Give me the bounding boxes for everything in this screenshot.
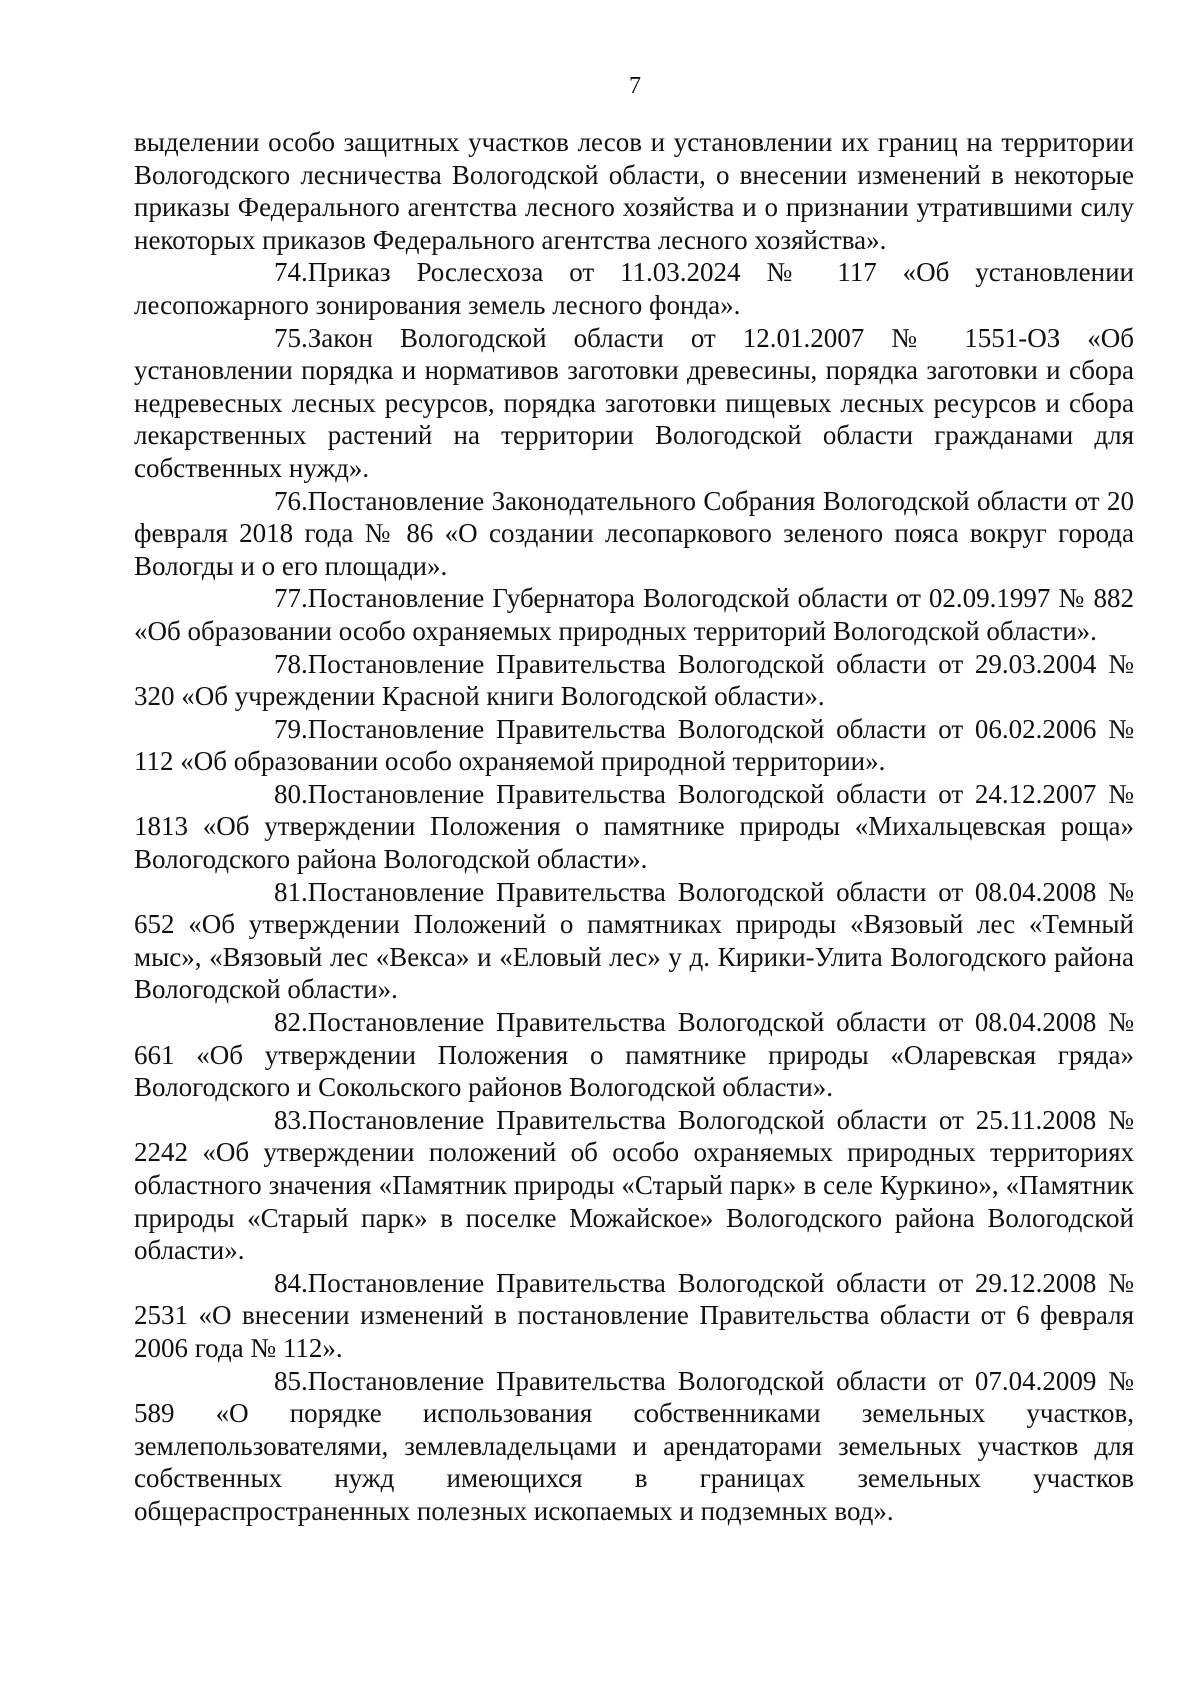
list-item <box>134 713 1134 778</box>
item-text: Постановление Правительства Вологодской области от 07.04.2009 № 589 «О порядке использования собственниками земельных участков, землепользователями, землевладельцами и арендаторами земельных участков для собственных нужд имеющихся в границах земельных участков общераспространенных полезных ископаемых и подземных вод». <box>134 1365 1134 1526</box>
item-text: Постановление Законодательного Собрания Вологодской области от 20 февраля 2018 года № 86 «О создании лесопаркового зеленого пояса вокруг города Вологды и о его площади». <box>134 485 1134 581</box>
item-number: 74. <box>274 257 308 288</box>
item-text: Постановление Правительства Вологодской области от 29.03.2004 № 320 «Об учреждении Красной книги Вологодской области». <box>134 648 1134 712</box>
list-item <box>134 582 1134 647</box>
list-item <box>134 485 1134 583</box>
item-number: 84. <box>274 1267 308 1298</box>
item-number: 77. <box>274 583 308 614</box>
item-number: 75. <box>274 322 308 353</box>
item-text: Постановление Правительства Вологодской области от 24.12.2007 № 1813 «Об утверждении Положения о памятнике природы «Михальцевская роща» Вологодского района Вологодской области». <box>134 778 1134 875</box>
list-item <box>134 778 1134 876</box>
document-body <box>134 126 1134 1528</box>
list-item <box>134 1104 1134 1267</box>
item-number: 79. <box>274 713 308 744</box>
item-text: Приказ Рослесхоза от 11.03.2024 № 117 «Об установлении лесопожарного зонирования земель лесного фонда». <box>134 257 1134 320</box>
item-text: Закон Вологодской области от 12.01.2007 № 1551-ОЗ «Об установлении порядка и нормативов заготовки древесины, порядка заготовки и сбора недревесных лесных ресурсов, порядка заготовки пищевых лесных ресурсов и сбора лекарственных растений на территории Вологодской области гражданами для собственных нужд». <box>134 322 1134 483</box>
item-text: Постановление Правительства Вологодской области от 06.02.2006 № 112 «Об образовании особо охраняемой природной территории». <box>134 713 1134 777</box>
list-item <box>134 1267 1134 1365</box>
list-item <box>134 876 1134 1006</box>
list-item <box>134 256 1134 321</box>
list-item <box>134 322 1134 485</box>
item-number: 78. <box>274 648 308 679</box>
list-item <box>134 648 1134 713</box>
list-item <box>134 1365 1134 1528</box>
item-number: 81. <box>274 876 308 907</box>
list-item <box>134 1006 1134 1104</box>
item-text: Постановление Правительства Вологодской области от 29.12.2008 № 2531 «О внесении изменений в постановление Правительства области от 6 февраля 2006 года № 112». <box>134 1267 1134 1363</box>
item-text: Постановление Правительства Вологодской области от 25.11.2008 № 2242 «Об утверждении положений об особо охраняемых природных территориях областного значения «Памятник природы «Старый парк» в селе Куркино», «Памятник природы «Старый парк» в поселке Можайское» Вологодского района Вологодской области». <box>134 1104 1134 1266</box>
item-text: Постановление Правительства Вологодской области от 08.04.2008 № 652 «Об утверждении Положений о памятниках природы «Вязовый лес «Темный мыс», «Вязовый лес «Векса» и «Еловый лес» у д. Кирики-Улита Вологодского района Вологодской области». <box>134 876 1134 1005</box>
item-number: 80. <box>274 778 308 809</box>
item-number: 76. <box>274 485 308 516</box>
item-number: 83. <box>274 1104 308 1135</box>
item-text: Постановление Губернатора Вологодской области от 02.09.1997 № 882 «Об образовании особо охраняемых природных территорий Вологодской области». <box>134 583 1134 646</box>
continuation-paragraph: выделении особо защитных участков лесов и установлении их границ на территории Вологодского лесничества Вологодской области, о внесении изменений в некоторые приказы Федерального агентства лесного хозяйства и о признании утратившими силу некоторых приказов Федерального агентства лесного хозяйства». <box>134 127 1134 255</box>
item-number: 82. <box>274 1007 308 1038</box>
item-text: Постановление Правительства Вологодской области от 08.04.2008 № 661 «Об утверждении Положения о памятнике природы «Оларевская гряда» Вологодского и Сокольского районов Вологодской области». <box>134 1007 1134 1103</box>
item-number: 85. <box>274 1365 308 1396</box>
page-number: 7 <box>629 73 641 99</box>
